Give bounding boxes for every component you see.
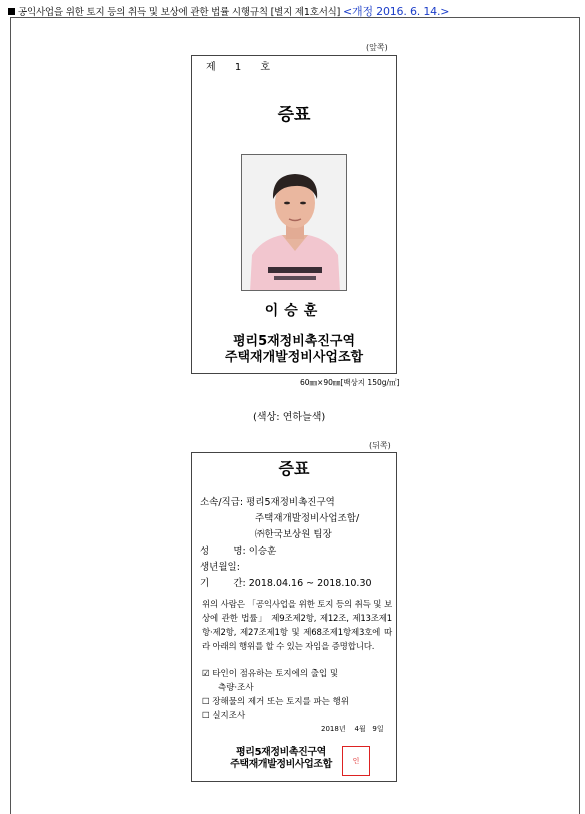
name-row — [200, 543, 276, 557]
checked-box-icon: ☑ — [202, 669, 210, 679]
id-number: 제 1 호 — [206, 62, 279, 73]
affiliation-value: 평리5재정비촉진구역 — [246, 497, 335, 508]
front-title: 증표 — [277, 105, 311, 125]
period-row — [200, 575, 372, 589]
check-item-1-cont — [218, 681, 254, 693]
birth-label: 생년월일: — [200, 562, 240, 573]
back-side-label: (뒤쪽) — [369, 441, 391, 450]
name-label: 성 명: — [200, 546, 246, 557]
birth-row — [200, 559, 240, 573]
square-bullet-icon — [8, 8, 15, 15]
check-item-1 — [202, 667, 338, 679]
back-card — [191, 452, 397, 782]
amendment-note: <개정 2016. 6. 14.> — [343, 5, 450, 18]
organization — [192, 334, 396, 366]
front-side-label: (앞쪽) — [366, 43, 388, 52]
org-line-2: 주택재개발정비사업조합 — [224, 350, 364, 365]
checkbox-icon: ☐ — [202, 711, 210, 721]
holder-name: 이승훈 — [264, 303, 324, 319]
name-value: 이승훈 — [248, 546, 277, 557]
checkbox-icon: ☐ — [202, 697, 210, 707]
issue-date: 2018년 4월 9일 — [321, 725, 384, 733]
check-item-text: 실지조사 — [212, 711, 246, 721]
header-text: 공익사업을 위한 토지 등의 취득 및 보상에 관한 법률 시행규칙 [별지 제1호서식] — [18, 7, 341, 18]
issuer-line-2: 주택재개발정비사업조합 — [230, 759, 332, 770]
affiliation-row — [200, 494, 335, 508]
org-line-1: 평리5재정비촉진구역 — [232, 334, 356, 349]
period-label: 기 간: — [200, 578, 246, 589]
affiliation-line-3: ㈜한국보상원 팀장 — [255, 529, 332, 540]
check-item-3 — [202, 709, 245, 721]
affiliation-line-2: 주택재개발정비사업조합/ — [255, 513, 360, 524]
id-photo — [241, 154, 347, 291]
person-photo-icon — [242, 155, 347, 291]
seal-stamp: 인 — [342, 746, 370, 776]
period-value: 2018.04.16 ~ 2018.10.30 — [248, 578, 372, 589]
card-spec: 60㎜×90㎜[백상지 150g/㎡] — [300, 378, 400, 387]
color-note: (색상: 연하늘색) — [253, 412, 326, 423]
back-title: 증표 — [278, 459, 310, 478]
check-item-2 — [202, 695, 349, 707]
issuer-organization — [218, 747, 344, 771]
affiliation-label: 소속/직급: — [200, 497, 244, 508]
check-item-text: 장해물의 제거 또는 토지를 파는 행위 — [212, 697, 350, 707]
certification-paragraph: 위의 사람은 「공익사업을 위한 토지 등의 취득 및 보상에 관한 법률」 제9조제2항, 제12조, 제13조제1항·제2항, 제27조제1항 및 제68조제1항제3호에 따라 아래의 행위를 할 수 있는 자임을 증명합니다. — [202, 600, 392, 652]
front-card — [191, 55, 397, 374]
issuer-line-1: 평리5재정비촉진구역 — [236, 747, 326, 758]
check-item-text: 타인이 점유하는 토지에의 출입 및 — [212, 669, 339, 679]
check-item-text: 측량·조사 — [218, 683, 254, 693]
